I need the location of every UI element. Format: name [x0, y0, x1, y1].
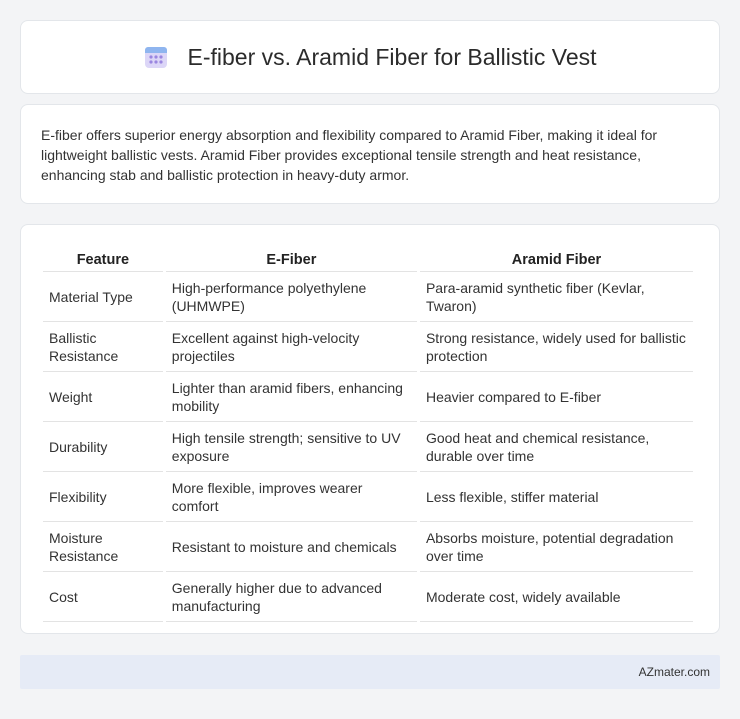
aramid-fiber-cell: Absorbs moisture, potential degradation over time	[420, 523, 693, 572]
table-row	[43, 573, 693, 622]
footer	[20, 655, 720, 689]
table-header-row	[43, 246, 693, 272]
table-row	[43, 423, 693, 472]
aramid-fiber-cell: Heavier compared to E-fiber	[420, 373, 693, 422]
table-row	[43, 273, 693, 322]
e-fiber-cell: Resistant to moisture and chemicals	[166, 523, 417, 572]
e-fiber-cell: More flexible, improves wearer comfort	[166, 473, 417, 522]
feature-cell: Ballistic Resistance	[43, 323, 163, 372]
header-e-fiber: E-Fiber	[166, 246, 417, 272]
comparison-card	[20, 224, 720, 634]
e-fiber-cell: Generally higher due to advanced manufacturing	[166, 573, 417, 622]
feature-cell: Material Type	[43, 273, 163, 322]
e-fiber-cell: High tensile strength; sensitive to UV exposure	[166, 423, 417, 472]
feature-cell: Moisture Resistance	[43, 523, 163, 572]
aramid-fiber-cell: Good heat and chemical resistance, durable over time	[420, 423, 693, 472]
comparison-table	[40, 245, 696, 623]
calendar-grid-icon	[143, 44, 169, 70]
page-title: E-fiber vs. Aramid Fiber for Ballistic Vest	[187, 43, 597, 70]
title-wrap	[143, 44, 596, 71]
description-card	[20, 104, 720, 204]
e-fiber-cell: Lighter than aramid fibers, enhancing mobility	[166, 373, 417, 422]
feature-cell: Durability	[43, 423, 163, 472]
table-row	[43, 323, 693, 372]
e-fiber-cell: Excellent against high-velocity projectiles	[166, 323, 417, 372]
title-card	[20, 20, 720, 94]
footer-site: AZmater.com	[638, 665, 710, 679]
aramid-fiber-cell: Less flexible, stiffer material	[420, 473, 693, 522]
header-aramid-fiber: Aramid Fiber	[420, 246, 693, 272]
table-row	[43, 523, 693, 572]
feature-cell: Weight	[43, 373, 163, 422]
e-fiber-cell: High-performance polyethylene (UHMWPE)	[166, 273, 417, 322]
table-row	[43, 373, 693, 422]
table-row	[43, 473, 693, 522]
aramid-fiber-cell: Para-aramid synthetic fiber (Kevlar, Twaron)	[420, 273, 693, 322]
header-feature: Feature	[43, 246, 163, 272]
aramid-fiber-cell: Strong resistance, widely used for ballistic protection	[420, 323, 693, 372]
feature-cell: Flexibility	[43, 473, 163, 522]
description-text: E-fiber offers superior energy absorption and flexibility compared to Aramid Fiber, making it ideal for lightweight ballistic vests. Aramid Fiber provides exceptional tensile strength and heat resistance, enhancing stab and ballistic protection in heavy-duty armor.	[41, 127, 658, 183]
aramid-fiber-cell: Moderate cost, widely available	[420, 573, 693, 622]
feature-cell: Cost	[43, 573, 163, 622]
